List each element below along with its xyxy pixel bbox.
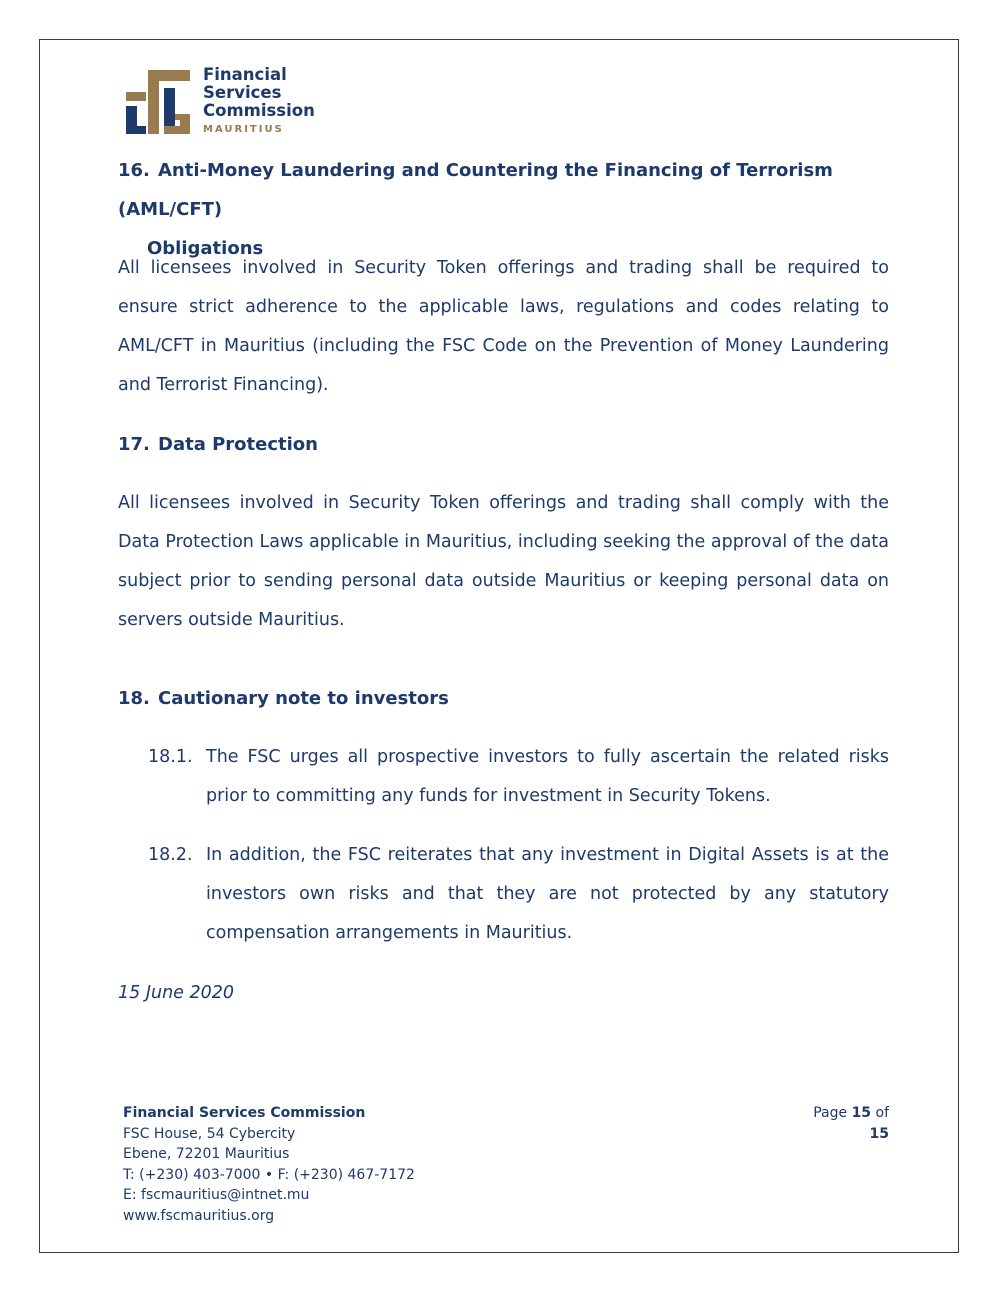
fsc-logo (124, 66, 344, 136)
section-18-2-item (148, 836, 889, 953)
section-17-body: All licensees involved in Security Token offerings and trading shall comply with the Data Protection Laws applicable in Mauritius, including seeking the approval of the data subject prior to sending personal data outside Mauritius or keeping personal data on servers outside Mauritius. (118, 493, 889, 630)
page-of: of (875, 1105, 889, 1121)
section-18-number: 18. (118, 688, 150, 709)
section-17-number: 17. (118, 434, 150, 455)
footer-email: E: fscmauritius@intnet.mu (123, 1187, 310, 1203)
footer-address-line1: FSC House, 54 Cybercity (123, 1125, 296, 1142)
section-17-title: Data Protection (158, 434, 318, 455)
section-18-heading (118, 679, 889, 718)
section-16-title-line2: Obligations (147, 238, 264, 259)
section-18-1-item (148, 738, 889, 816)
section-18-1-text: The FSC urges all prospective investors to fully ascertain the related risks prior to committing any funds for investment in Security Tokens. (206, 747, 889, 806)
logo-line-mauritius: MAURITIUS (203, 124, 284, 135)
page-current: 15 (851, 1105, 872, 1121)
section-18-2-number: 18.2. (148, 845, 193, 865)
fsc-emblem-icon (124, 68, 192, 134)
section-16-title-line1: Anti-Money Laundering and Countering the Financing of Terrorism (AML/CFT) (118, 160, 833, 220)
logo-wordmark (203, 66, 315, 139)
section-18-1-number: 18.1. (148, 747, 193, 767)
logo-line-financial: Financial (203, 65, 287, 84)
section-16-body: All licensees involved in Security Token offerings and trading shall be required to ensure strict adherence to the applicable laws, regulations and codes relating to AML/CFT in Mauritius (including the FSC Code on the Prevention of Money Laundering and Terrorist Financing). (118, 258, 889, 395)
footer-address-block (123, 1103, 415, 1226)
page-number (790, 1103, 889, 1144)
footer-address-line2: Ebene, 72201 Mauritius (123, 1146, 290, 1162)
logo-line-commission: Commission (203, 101, 315, 120)
section-18-2-text: In addition, the FSC reiterates that any investment in Digital Assets is at the investors own risks and that they are not protected by any statutory compensation arrangements in Mauritius. (206, 845, 889, 943)
logo-line-services: Services (203, 83, 282, 102)
section-16-number: 16. (118, 160, 150, 181)
footer-phone: T: (+230) 403-7000 • F: (+230) 467-7172 (123, 1166, 415, 1183)
section-17-heading (118, 425, 889, 464)
footer-website: www.fscmauritius.org (123, 1207, 275, 1224)
document-date: 15 June 2020 (118, 983, 235, 1003)
page-label: Page (813, 1105, 848, 1121)
footer-org-name: Financial Services Commission (123, 1105, 366, 1121)
page-total: 15 (869, 1125, 889, 1142)
section-18-title: Cautionary note to investors (158, 688, 449, 709)
